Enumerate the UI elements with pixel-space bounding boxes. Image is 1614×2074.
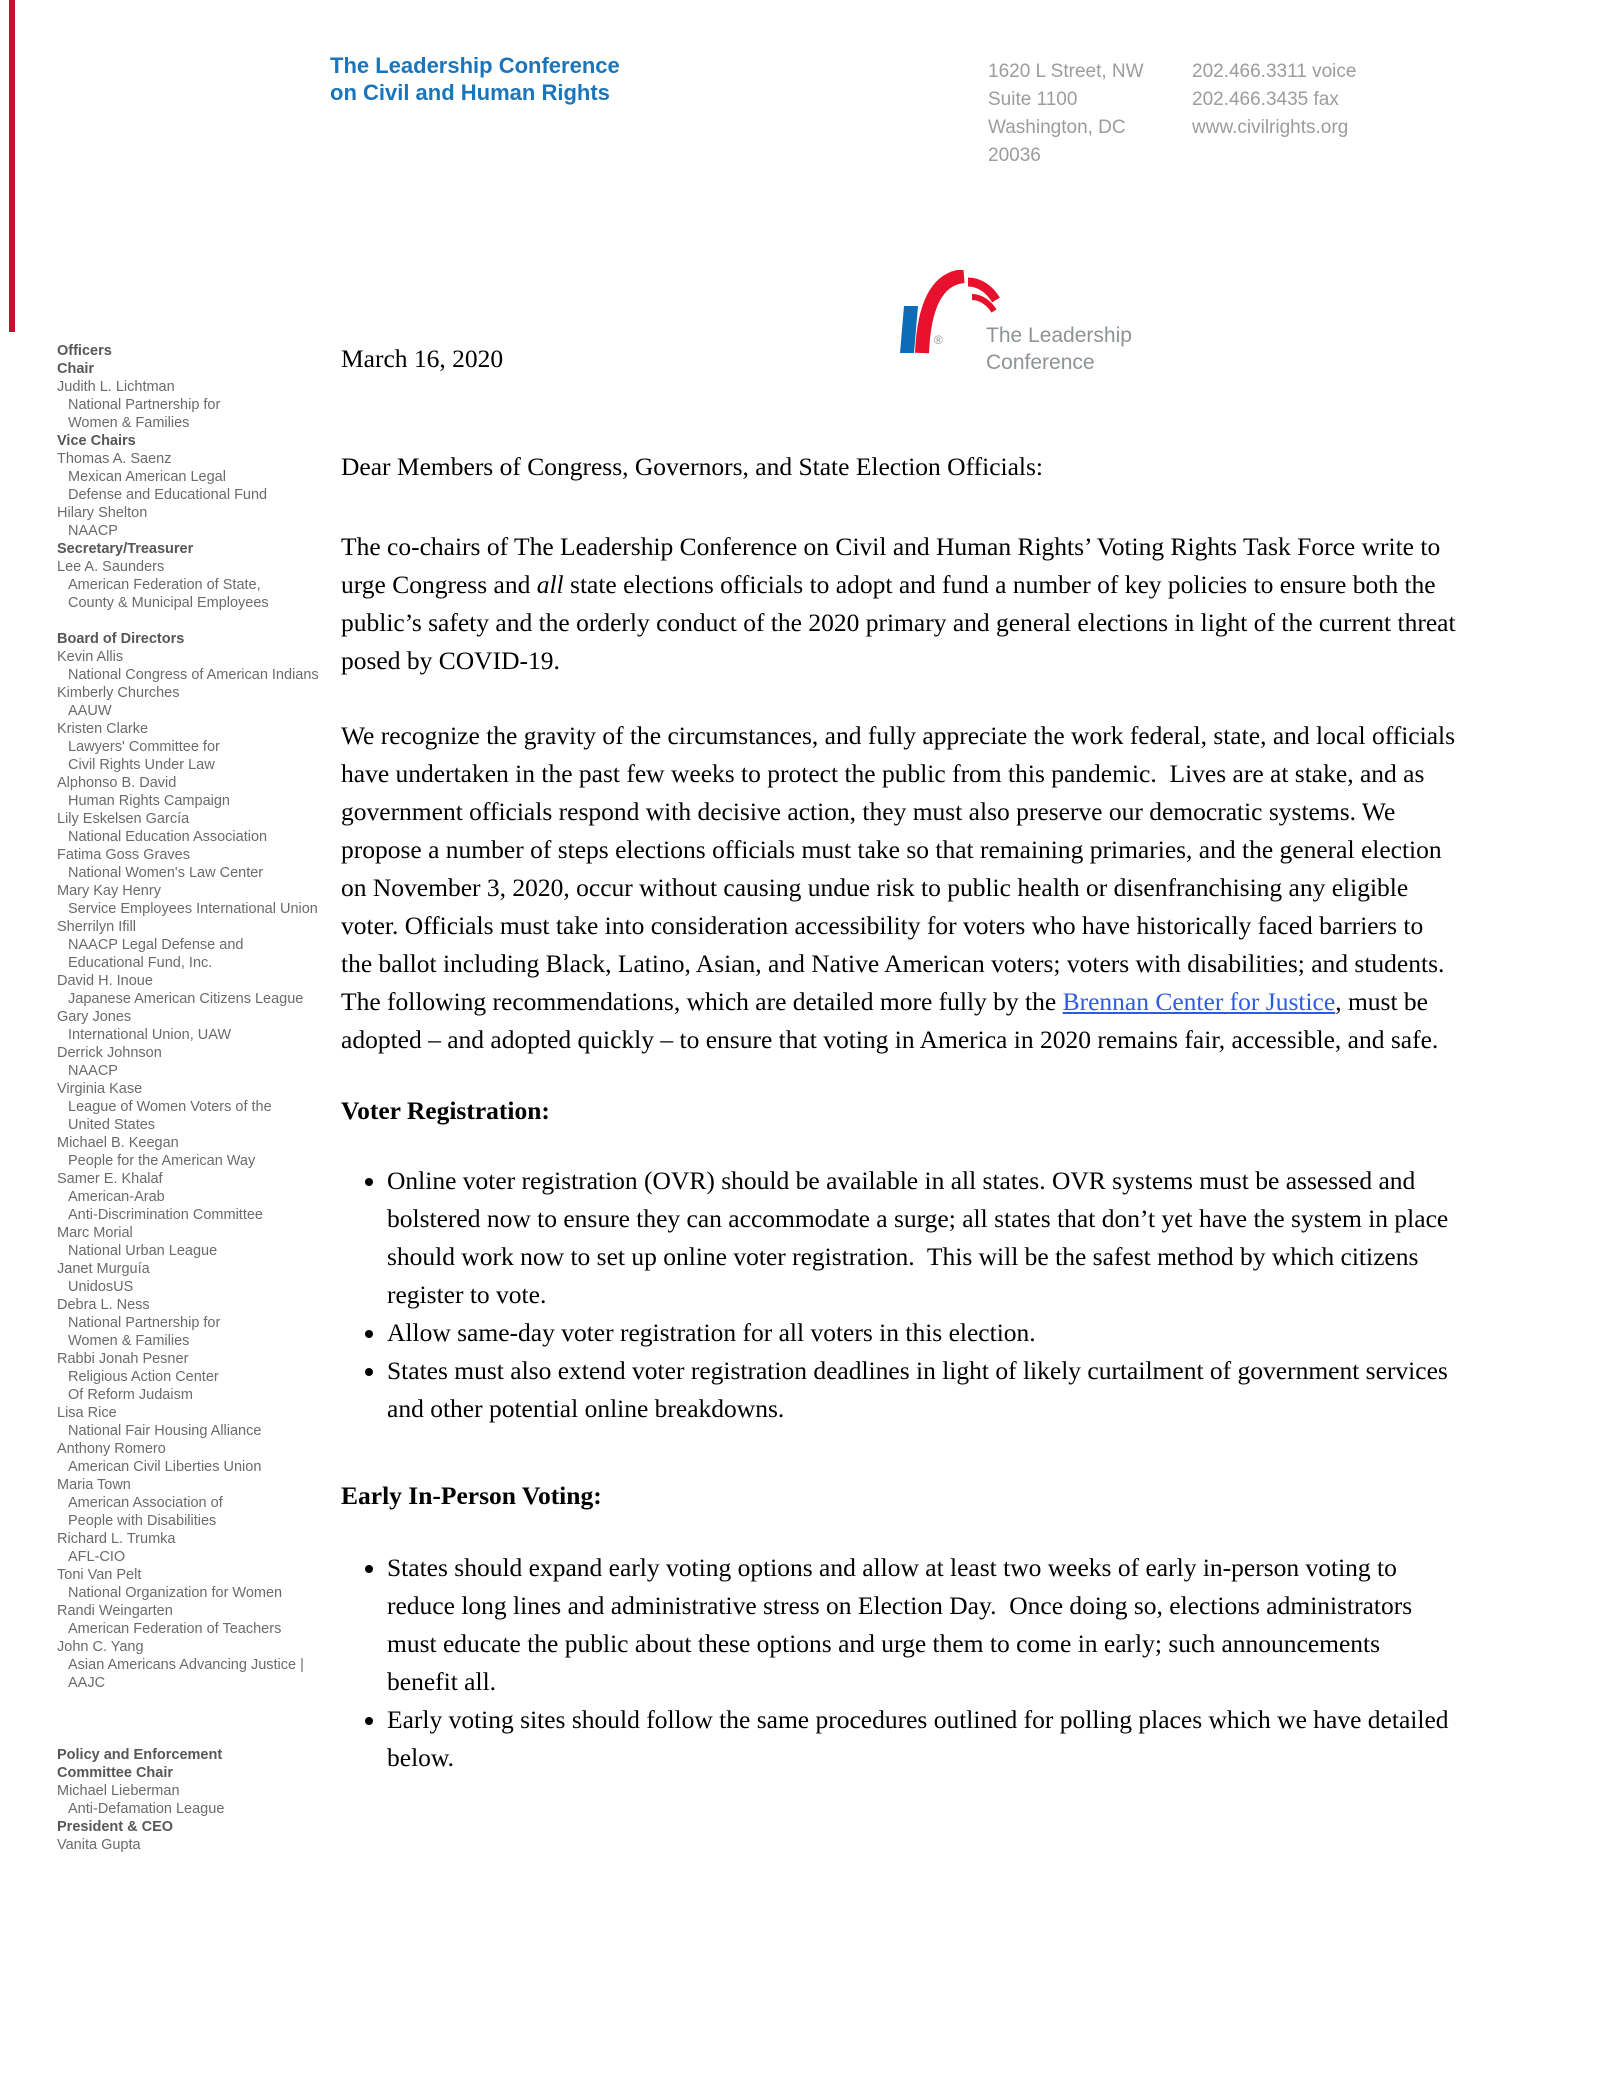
- sidebar-person-org: NAACP: [68, 1063, 118, 1079]
- sidebar-gap: [57, 612, 332, 630]
- sidebar-person-org: Japanese American Citizens League: [68, 991, 304, 1007]
- sidebar-person-name: Lily Eskelsen García: [57, 811, 190, 827]
- contact-line: 202.466.3435 fax: [1192, 89, 1339, 110]
- sidebar-person-org: Mexican American Legal: [68, 469, 226, 485]
- sidebar-person-name: Kevin Allis: [57, 649, 124, 665]
- sidebar-person-org: UnidosUS: [68, 1279, 134, 1295]
- sidebar-heading: Officers: [57, 343, 112, 359]
- sidebar-person-name: Thomas A. Saenz: [57, 451, 172, 467]
- sidebar-person-org: NAACP: [68, 523, 118, 539]
- sidebar-person-name: Mary Kay Henry: [57, 883, 161, 899]
- paragraph-recommendations: [341, 717, 1456, 1059]
- sidebar-person-name: Virginia Kase: [57, 1081, 143, 1097]
- bullet-item: • States must also extend voter registration deadlines in light of likely curtailment of government services and other potential online breakdowns.: [387, 1352, 1456, 1428]
- sidebar-person-name: Lisa Rice: [57, 1405, 117, 1421]
- sidebar-person-name: Rabbi Jonah Pesner: [57, 1351, 189, 1367]
- sidebar-person-org: American Federation of Teachers: [68, 1621, 282, 1637]
- address-line: Suite 1100: [988, 89, 1078, 110]
- sidebar-person-org: AFL-CIO: [68, 1549, 126, 1565]
- sidebar-person-org: Civil Rights Under Law: [68, 757, 215, 773]
- brennan-center-link[interactable]: Brennan Center for Justice: [1062, 987, 1336, 1016]
- paragraph-text: We recognize the gravity of the circumstances, and fully appreciate the work federal, state, and local officials have undertaken in the past few weeks to protect the public from this pandemic. Lives are at stake, and as government officials respond with decisive action, they must also preserve our democratic systems. We propose a number of steps elections officials must take so that remaining primaries, and the general election on November 3, 2020, occur without causing undue risk to public health or disenfranchising any eligible voter. Officials must take into consideration accessibility for voters who have historically faced barriers to the ballot including Black, Latino, Asian, and Native American voters; voters with disabilities; and students. The following recommendations, which are detailed more fully by the: [341, 721, 1456, 1016]
- sidebar: [57, 342, 332, 1854]
- sidebar-person-org: National Partnership for: [68, 1315, 221, 1331]
- sidebar-person-name: Debra L. Ness: [57, 1297, 150, 1313]
- sidebar-person-org: Service Employees International Union: [68, 901, 318, 917]
- sidebar-gap: [57, 1692, 332, 1710]
- italic-emphasis: all: [536, 570, 564, 599]
- sidebar-person-org: Lawyers' Committee for: [68, 739, 220, 755]
- sidebar-heading: Board of Directors: [57, 631, 185, 647]
- contact-line: 202.466.3311 voice: [1192, 61, 1357, 82]
- sidebar-person-name: Janet Murguía: [57, 1261, 150, 1277]
- paragraph-text: state elections officials to adopt and fund a number of key policies to ensure both the public’s safety and the orderly conduct of the 2020 primary and general elections in light of the current threat posed by COVID-19.: [341, 570, 1456, 675]
- sidebar-person-org: Women & Families: [68, 1333, 190, 1349]
- bullet-item: • States should expand early voting options and allow at least two weeks of early in-person voting to reduce long lines and administrative stress on Election Day. Once doing so, elections administrators must educate the public about these options and urge them to come in early; such announcements benefit all.: [387, 1549, 1456, 1701]
- sidebar-person-org: National Organization for Women: [68, 1585, 283, 1601]
- sidebar-person-name: Richard L. Trumka: [57, 1531, 176, 1547]
- sidebar-person-org: Defense and Educational Fund: [68, 487, 268, 503]
- sidebar-person-name: Samer E. Khalaf: [57, 1171, 163, 1187]
- sidebar-person-name: Randi Weingarten: [57, 1603, 173, 1619]
- sidebar-person-name: Kristen Clarke: [57, 721, 149, 737]
- sidebar-person-org: National Partnership for: [68, 397, 221, 413]
- sidebar-person-name: David H. Inoue: [57, 973, 153, 989]
- letter-content: [341, 340, 1456, 1777]
- sidebar-person-org: County & Municipal Employees: [68, 595, 269, 611]
- address-line: 20036: [988, 145, 1041, 166]
- sidebar-person-name: Lee A. Saunders: [57, 559, 165, 575]
- sidebar-gap: [57, 1710, 332, 1728]
- sidebar-person-org: Anti-Discrimination Committee: [68, 1207, 263, 1223]
- salutation: Dear Members of Congress, Governors, and State Election Officials:: [341, 452, 1044, 481]
- sidebar-person-org: Of Reform Judaism: [68, 1387, 193, 1403]
- sidebar-person-org: American Federation of State,: [68, 577, 261, 593]
- sidebar-person-name: Michael Lieberman: [57, 1783, 180, 1799]
- sidebar-person-org: AAUW: [68, 703, 112, 719]
- sidebar-person-org: American Association of: [68, 1495, 223, 1511]
- paragraph-text: , must be adopted – and adopted quickly – to ensure that voting in America in 2020 remains fair, accessible, and safe.: [341, 987, 1439, 1054]
- sidebar-heading: Secretary/Treasurer: [57, 541, 194, 557]
- sidebar-person-org: NAACP Legal Defense and: [68, 937, 244, 953]
- address-line: 1620 L Street, NW: [988, 61, 1144, 82]
- sidebar-person-name: Toni Van Pelt: [57, 1567, 142, 1583]
- sidebar-person-name: Sherrilyn Ifill: [57, 919, 136, 935]
- sidebar-person-name: Vanita Gupta: [57, 1837, 141, 1853]
- sidebar-person-org: Religious Action Center: [68, 1369, 219, 1385]
- sidebar-person-name: Maria Town: [57, 1477, 131, 1493]
- sidebar-gap: [57, 1728, 332, 1746]
- sidebar-person-org: People for the American Way: [68, 1153, 256, 1169]
- sidebar-person-org: Educational Fund, Inc.: [68, 955, 213, 971]
- sidebar-person-org: Asian Americans Advancing Justice |: [68, 1657, 304, 1673]
- sidebar-person-name: Judith L. Lichtman: [57, 379, 175, 395]
- voter-registration-bullet-list: [341, 1162, 1456, 1428]
- sidebar-person-org: National Women's Law Center: [68, 865, 264, 881]
- sidebar-person-org: National Fair Housing Alliance: [68, 1423, 262, 1439]
- logo-wordmark-line-1: The Leadership: [986, 324, 1132, 347]
- sidebar-person-name: Anthony Romero: [57, 1441, 166, 1457]
- sidebar-person-org: American-Arab: [68, 1189, 165, 1205]
- paragraph-intro: [341, 528, 1456, 680]
- sidebar-person-name: Alphonso B. David: [57, 775, 177, 791]
- sidebar-person-name: Derrick Johnson: [57, 1045, 162, 1061]
- sidebar-person-name: John C. Yang: [57, 1639, 144, 1655]
- sidebar-heading: Chair: [57, 361, 95, 377]
- sidebar-person-org: League of Women Voters of the: [68, 1099, 272, 1115]
- section-heading-early-in-person-voting: Early In-Person Voting:: [341, 1481, 602, 1510]
- brand-line-1: The Leadership Conference: [330, 53, 620, 78]
- logo-wordmark-line-2: Conference: [986, 351, 1095, 374]
- sidebar-heading: Policy and Enforcement: [57, 1747, 223, 1763]
- sidebar-person-name: Michael B. Keegan: [57, 1135, 179, 1151]
- paragraph-text: The co-chairs of The Leadership Conference on Civil and Human Rights’ Voting Rights Task Force write to urge Congress and: [341, 532, 1441, 599]
- brand-line-2: on Civil and Human Rights: [330, 80, 610, 105]
- bullet-item: • Early voting sites should follow the same procedures outlined for polling places which we have detailed below.: [387, 1701, 1456, 1777]
- sidebar-person-org: National Urban League: [68, 1243, 218, 1259]
- left-red-accent: [9, 0, 15, 332]
- sidebar-person-org: Human Rights Campaign: [68, 793, 230, 809]
- letter-date: March 16, 2020: [341, 344, 504, 373]
- letterhead-address: [988, 58, 1144, 170]
- sidebar-person-org: American Civil Liberties Union: [68, 1459, 262, 1475]
- sidebar-person-name: Marc Morial: [57, 1225, 133, 1241]
- sidebar-person-org: National Congress of American Indians: [68, 667, 319, 683]
- section-heading-voter-registration: Voter Registration:: [341, 1096, 550, 1125]
- sidebar-person-org: Women & Families: [68, 415, 190, 431]
- sidebar-person-name: Hilary Shelton: [57, 505, 148, 521]
- sidebar-person-name: Kimberly Churches: [57, 685, 180, 701]
- address-line: Washington, DC: [988, 117, 1126, 138]
- sidebar-person-name: Gary Jones: [57, 1009, 132, 1025]
- sidebar-person-org: United States: [68, 1117, 156, 1133]
- sidebar-heading: Vice Chairs: [57, 433, 136, 449]
- sidebar-person-org: Anti-Defamation League: [68, 1801, 225, 1817]
- contact-line: www.civilrights.org: [1192, 117, 1349, 138]
- early-voting-bullet-list: [341, 1549, 1456, 1777]
- letterhead-brand: [330, 52, 620, 106]
- sidebar-heading: President & CEO: [57, 1819, 174, 1835]
- sidebar-person-org: People with Disabilities: [68, 1513, 217, 1529]
- sidebar-person-name: Fatima Goss Graves: [57, 847, 190, 863]
- letterhead-contact: [1192, 58, 1356, 142]
- sidebar-heading: Committee Chair: [57, 1765, 174, 1781]
- bullet-item: • Allow same-day voter registration for all voters in this election.: [387, 1314, 1456, 1352]
- sidebar-person-org: International Union, UAW: [68, 1027, 232, 1043]
- sidebar-person-org: AAJC: [68, 1675, 106, 1691]
- registered-trademark-symbol: ®: [934, 333, 943, 347]
- bullet-item: • Online voter registration (OVR) should be available in all states. OVR systems must be assessed and bolstered now to ensure they can accommodate a surge; all states that don’t yet have the system in place should work now to set up online voter registration. This will be the safest method by which citizens register to vote.: [387, 1162, 1456, 1314]
- sidebar-person-org: National Education Association: [68, 829, 268, 845]
